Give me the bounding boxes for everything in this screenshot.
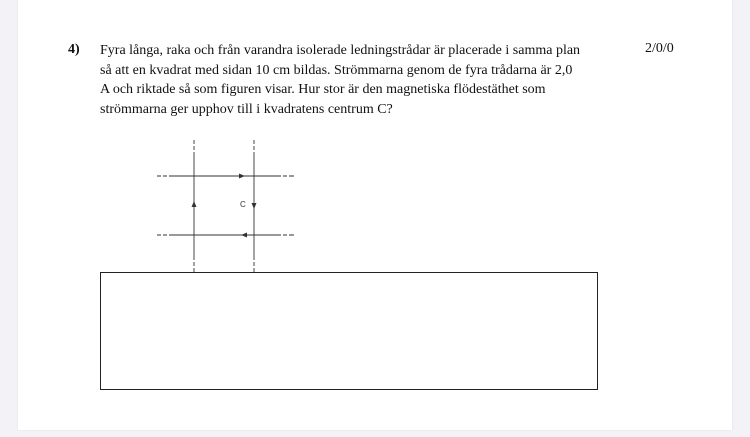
- document-page: [18, 0, 732, 430]
- wire-square-figure: [153, 134, 298, 274]
- center-label: C: [240, 200, 246, 209]
- question-line: A och riktade så som figuren visar. Hur stor är den magnetiska flödestäthet som: [100, 82, 546, 97]
- question-number: 4): [68, 42, 80, 57]
- arrow-up-icon: [192, 201, 197, 207]
- arrow-left-icon: [241, 233, 247, 238]
- question-line: strömmarna ger upphov till i kvadratens centrum C?: [100, 101, 393, 117]
- question-text: [100, 41, 600, 119]
- question-line: så att en kvadrat med sidan 10 cm bildas. Strömmarna genom de fyra trådarna är 2,0: [100, 62, 573, 78]
- answer-box[interactable]: [100, 272, 598, 390]
- arrow-right-icon: [239, 174, 245, 179]
- arrow-down-icon: [252, 203, 257, 209]
- question-line: Fyra långa, raka och från varandra isolerade ledningstrådar är placerade i samma plan: [100, 43, 581, 58]
- points-label: 2/0/0: [645, 41, 674, 56]
